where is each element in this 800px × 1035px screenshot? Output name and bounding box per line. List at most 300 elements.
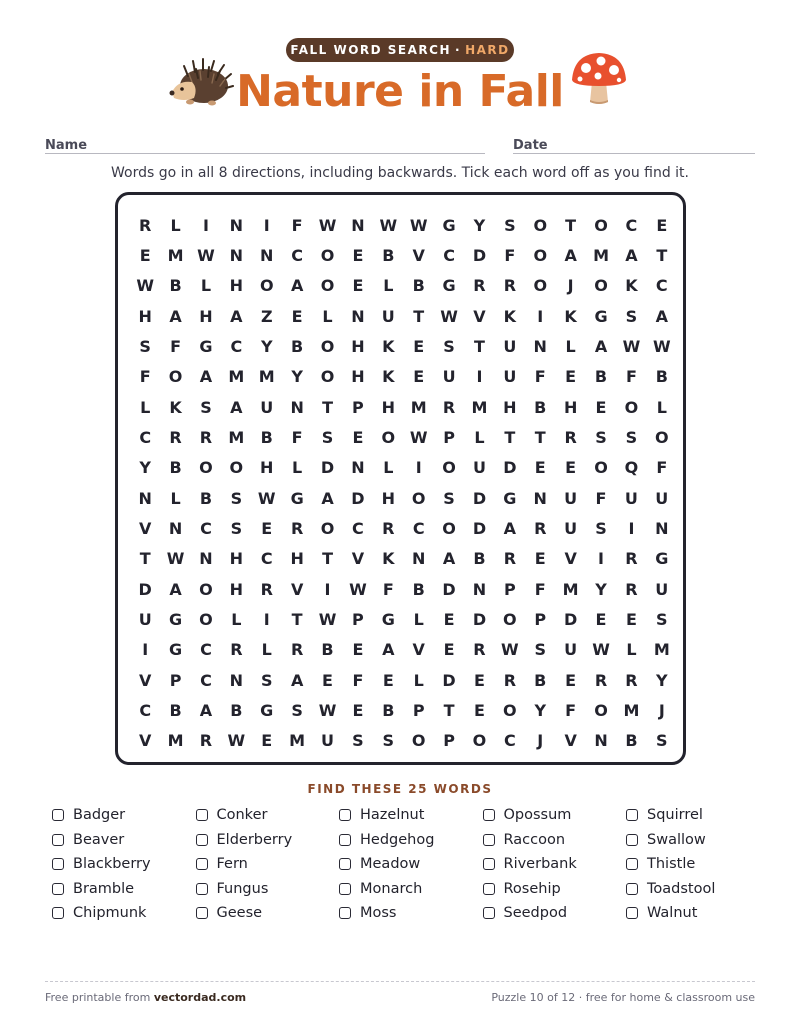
grid-letter[interactable]: F <box>504 246 516 266</box>
footer-brand-link[interactable]: vectordad.com <box>153 991 247 1004</box>
grid-letter[interactable]: N <box>594 731 608 751</box>
checkbox-icon[interactable] <box>483 907 495 919</box>
grid-letter[interactable]: M <box>623 701 640 721</box>
grid-letter[interactable]: O <box>320 519 335 539</box>
grid-letter[interactable]: C <box>200 519 212 539</box>
grid-letter[interactable]: I <box>598 549 604 569</box>
grid-letter[interactable]: H <box>351 337 365 357</box>
grid-letter[interactable]: W <box>409 428 428 448</box>
grid-letter[interactable]: S <box>443 337 455 357</box>
grid-letter[interactable]: B <box>169 458 182 478</box>
grid-letter[interactable]: O <box>442 458 456 478</box>
grid-letter[interactable]: B <box>291 337 304 357</box>
grid-letter[interactable]: S <box>504 215 516 235</box>
grid-letter[interactable]: E <box>656 215 668 235</box>
grid-letter[interactable]: W <box>318 701 337 721</box>
grid-letter[interactable]: I <box>142 640 149 660</box>
grid-letter[interactable]: A <box>230 397 243 417</box>
word-item[interactable] <box>52 877 192 902</box>
grid-letter[interactable]: U <box>564 519 578 539</box>
grid-letter[interactable]: R <box>473 276 486 296</box>
grid-letter[interactable]: L <box>261 640 272 660</box>
grid-letter[interactable]: E <box>443 640 455 660</box>
grid-letter[interactable]: S <box>352 731 364 751</box>
grid-letter[interactable]: M <box>289 731 306 751</box>
grid-letter[interactable]: N <box>351 215 365 235</box>
grid-letter[interactable]: F <box>534 579 546 599</box>
word-item[interactable] <box>483 901 623 926</box>
grid-letter[interactable]: L <box>231 610 242 630</box>
grid-letter[interactable]: R <box>503 670 517 690</box>
grid-letter[interactable]: C <box>139 701 152 721</box>
grid-letter[interactable]: N <box>290 397 304 417</box>
word-item[interactable] <box>196 803 336 828</box>
grid-letter[interactable]: V <box>412 246 425 266</box>
grid-letter[interactable]: U <box>138 610 152 630</box>
grid-letter[interactable]: D <box>472 246 487 266</box>
grid-letter[interactable]: C <box>291 246 303 266</box>
grid-letter[interactable]: R <box>230 640 243 660</box>
word-item[interactable] <box>626 828 766 853</box>
grid-letter[interactable]: T <box>322 397 333 417</box>
grid-letter[interactable]: R <box>260 579 273 599</box>
grid-letter[interactable]: R <box>625 549 638 569</box>
grid-letter[interactable]: O <box>503 701 517 721</box>
grid-letter[interactable]: D <box>442 579 456 599</box>
grid-letter[interactable]: A <box>321 488 334 508</box>
grid-letter[interactable]: D <box>442 670 456 690</box>
grid-letter[interactable]: B <box>655 367 668 387</box>
grid-letter[interactable]: B <box>169 701 182 721</box>
grid-letter[interactable]: B <box>260 428 273 448</box>
grid-letter[interactable]: R <box>139 215 152 235</box>
grid-letter[interactable]: E <box>595 397 607 417</box>
grid-letter[interactable]: T <box>474 337 485 357</box>
grid-letter[interactable]: Y <box>473 215 486 235</box>
grid-letter[interactable]: M <box>228 367 245 387</box>
grid-letter[interactable]: W <box>227 731 246 751</box>
grid-letter[interactable]: L <box>474 428 485 448</box>
grid-letter[interactable]: T <box>291 610 303 630</box>
grid-letter[interactable]: S <box>321 428 334 448</box>
grid-letter[interactable]: E <box>139 246 151 266</box>
grid-letter[interactable]: N <box>260 246 274 266</box>
grid-letter[interactable]: U <box>564 640 578 660</box>
grid-letter[interactable]: R <box>564 428 577 448</box>
grid-letter[interactable]: N <box>533 488 547 508</box>
checkbox-icon[interactable] <box>626 858 638 870</box>
grid-letter[interactable]: R <box>534 519 547 539</box>
checkbox-icon[interactable] <box>52 809 64 821</box>
grid-letter[interactable]: G <box>442 215 456 235</box>
grid-letter[interactable]: T <box>565 215 577 235</box>
grid-letter[interactable]: O <box>199 610 213 630</box>
grid-letter[interactable]: P <box>443 428 455 448</box>
grid-letter[interactable]: K <box>382 337 395 357</box>
grid-letter[interactable]: R <box>473 640 486 660</box>
grid-letter[interactable]: B <box>321 640 334 660</box>
grid-letter[interactable]: D <box>472 488 487 508</box>
grid-letter[interactable]: A <box>290 276 304 296</box>
grid-letter[interactable]: D <box>351 488 365 508</box>
grid-letter[interactable]: W <box>136 276 155 296</box>
grid-letter[interactable]: E <box>413 367 425 387</box>
name-field[interactable] <box>45 134 485 154</box>
grid-letter[interactable]: H <box>503 397 517 417</box>
checkbox-icon[interactable] <box>483 858 495 870</box>
grid-letter[interactable]: Y <box>595 579 607 599</box>
grid-letter[interactable]: C <box>443 246 455 266</box>
grid-letter[interactable]: M <box>258 367 275 387</box>
grid-letter[interactable]: B <box>199 488 213 508</box>
grid-letter[interactable]: S <box>260 670 273 690</box>
grid-letter[interactable]: E <box>261 519 273 539</box>
grid-letter[interactable]: T <box>504 428 516 448</box>
grid-letter[interactable]: C <box>139 428 152 448</box>
word-item[interactable] <box>483 852 623 877</box>
grid-letter[interactable]: D <box>563 610 578 630</box>
grid-letter[interactable]: N <box>229 215 244 235</box>
grid-letter[interactable]: E <box>534 458 546 478</box>
grid-letter[interactable]: R <box>594 670 608 690</box>
grid-letter[interactable]: O <box>442 519 456 539</box>
grid-letter[interactable]: A <box>382 640 395 660</box>
word-item[interactable] <box>483 828 623 853</box>
grid-letter[interactable]: M <box>167 246 184 266</box>
checkbox-icon[interactable] <box>196 809 208 821</box>
grid-letter[interactable]: V <box>412 640 425 660</box>
checkbox-icon[interactable] <box>196 834 208 846</box>
grid-letter[interactable]: A <box>290 670 304 690</box>
grid-letter[interactable]: G <box>381 610 395 630</box>
grid-letter[interactable]: S <box>656 731 668 751</box>
grid-letter[interactable]: E <box>443 610 455 630</box>
grid-letter[interactable]: G <box>199 337 213 357</box>
grid-letter[interactable]: N <box>168 519 183 539</box>
grid-letter[interactable]: V <box>139 731 152 751</box>
grid-letter[interactable]: O <box>655 428 669 448</box>
grid-letter[interactable]: V <box>290 579 304 599</box>
checkbox-icon[interactable] <box>196 883 208 895</box>
grid-letter[interactable]: A <box>230 306 243 326</box>
grid-letter[interactable]: U <box>503 367 517 387</box>
grid-letter[interactable]: U <box>442 367 456 387</box>
grid-letter[interactable]: U <box>321 731 335 751</box>
grid-letter[interactable]: I <box>476 367 483 387</box>
checkbox-icon[interactable] <box>483 809 495 821</box>
grid-letter[interactable]: D <box>320 458 335 478</box>
grid-letter[interactable]: O <box>320 337 335 357</box>
grid-letter[interactable]: W <box>318 610 337 630</box>
word-item[interactable] <box>52 852 192 877</box>
grid-letter[interactable]: S <box>534 640 546 660</box>
grid-letter[interactable]: V <box>564 731 577 751</box>
grid-letter[interactable]: O <box>168 367 183 387</box>
grid-letter[interactable]: O <box>199 458 213 478</box>
grid-letter[interactable]: K <box>382 367 395 387</box>
grid-letter[interactable]: N <box>655 519 669 539</box>
grid-letter[interactable]: V <box>564 549 577 569</box>
grid-letter[interactable]: P <box>412 701 425 721</box>
grid-letter[interactable]: W <box>379 215 398 235</box>
checkbox-icon[interactable] <box>339 883 351 895</box>
grid-letter[interactable]: C <box>352 519 364 539</box>
grid-letter[interactable]: G <box>442 276 456 296</box>
grid-letter[interactable]: F <box>565 701 577 721</box>
checkbox-icon[interactable] <box>626 883 638 895</box>
checkbox-icon[interactable] <box>626 809 638 821</box>
grid-letter[interactable]: I <box>263 215 270 235</box>
grid-letter[interactable]: F <box>625 367 637 387</box>
grid-letter[interactable]: K <box>503 306 517 326</box>
grid-letter[interactable]: E <box>352 640 364 660</box>
grid-letter[interactable]: L <box>170 488 181 508</box>
grid-letter[interactable]: C <box>625 215 638 235</box>
grid-letter[interactable]: S <box>595 428 607 448</box>
grid-letter[interactable]: I <box>415 458 422 478</box>
grid-letter[interactable]: M <box>228 428 245 448</box>
grid-letter[interactable]: O <box>229 458 244 478</box>
grid-letter[interactable]: R <box>169 428 182 448</box>
grid-letter[interactable]: L <box>140 397 151 417</box>
grid-letter[interactable]: H <box>381 488 395 508</box>
grid-letter[interactable]: S <box>595 519 607 539</box>
grid-letter[interactable]: U <box>564 488 578 508</box>
grid-letter[interactable]: H <box>260 458 274 478</box>
grid-letter[interactable]: W <box>622 337 641 357</box>
grid-letter[interactable]: S <box>443 488 455 508</box>
grid-letter[interactable]: W <box>318 215 337 235</box>
grid-letter[interactable]: E <box>352 701 364 721</box>
checkbox-icon[interactable] <box>196 907 208 919</box>
grid-letter[interactable]: Y <box>656 670 668 690</box>
grid-letter[interactable]: T <box>534 428 546 448</box>
grid-letter[interactable]: O <box>411 731 426 751</box>
word-item[interactable] <box>339 901 479 926</box>
grid-letter[interactable]: H <box>381 397 395 417</box>
grid-letter[interactable]: T <box>443 701 455 721</box>
grid-letter[interactable]: L <box>322 306 333 326</box>
grid-letter[interactable]: E <box>322 670 333 690</box>
grid-letter[interactable]: I <box>628 519 635 539</box>
word-item[interactable] <box>52 901 192 926</box>
grid-letter[interactable]: I <box>263 610 270 630</box>
date-field[interactable] <box>513 134 755 154</box>
grid-letter[interactable]: C <box>260 549 273 569</box>
grid-letter[interactable]: F <box>291 428 303 448</box>
grid-letter[interactable]: O <box>594 701 608 721</box>
grid-letter[interactable]: W <box>440 306 458 326</box>
word-item[interactable] <box>196 828 336 853</box>
checkbox-icon[interactable] <box>339 858 351 870</box>
grid-letter[interactable]: Q <box>624 458 639 478</box>
word-item[interactable] <box>52 803 192 828</box>
word-item[interactable] <box>196 901 336 926</box>
grid-letter[interactable]: D <box>472 610 487 630</box>
grid-letter[interactable]: E <box>534 549 546 569</box>
grid-letter[interactable]: N <box>533 337 547 357</box>
grid-letter[interactable]: F <box>291 215 303 235</box>
checkbox-icon[interactable] <box>483 834 495 846</box>
word-item[interactable] <box>339 852 479 877</box>
grid-letter[interactable]: M <box>410 397 427 417</box>
grid-letter[interactable]: O <box>594 215 608 235</box>
grid-letter[interactable]: B <box>534 670 547 690</box>
grid-letter[interactable]: L <box>565 337 576 357</box>
grid-letter[interactable]: H <box>290 549 304 569</box>
grid-letter[interactable]: T <box>322 549 333 569</box>
grid-letter[interactable]: O <box>381 428 396 448</box>
grid-letter[interactable]: H <box>229 579 244 599</box>
grid-letter[interactable]: O <box>320 246 335 266</box>
word-item[interactable] <box>339 803 479 828</box>
checkbox-icon[interactable] <box>196 858 208 870</box>
grid-letter[interactable]: E <box>565 367 577 387</box>
grid-letter[interactable]: F <box>170 337 182 357</box>
grid-letter[interactable]: S <box>230 519 243 539</box>
grid-letter[interactable]: W <box>409 215 428 235</box>
grid-letter[interactable]: J <box>567 276 574 296</box>
checkbox-icon[interactable] <box>52 883 64 895</box>
grid-letter[interactable]: N <box>472 579 487 599</box>
grid-letter[interactable]: C <box>230 337 243 357</box>
grid-letter[interactable]: O <box>320 276 335 296</box>
grid-letter[interactable]: H <box>563 397 578 417</box>
grid-letter[interactable]: A <box>199 701 213 721</box>
grid-letter[interactable]: L <box>170 215 181 235</box>
grid-letter[interactable]: H <box>229 549 244 569</box>
grid-letter[interactable]: G <box>169 640 183 660</box>
grid-letter[interactable]: O <box>320 367 335 387</box>
grid-letter[interactable]: P <box>352 397 364 417</box>
word-item[interactable] <box>483 803 623 828</box>
grid-letter[interactable]: T <box>656 246 668 266</box>
grid-letter[interactable]: L <box>383 458 394 478</box>
grid-letter[interactable]: C <box>412 519 425 539</box>
grid-letter[interactable]: G <box>169 610 183 630</box>
grid-letter[interactable]: J <box>537 731 544 751</box>
grid-letter[interactable]: A <box>655 306 668 326</box>
grid-letter[interactable]: E <box>625 610 637 630</box>
grid-letter[interactable]: L <box>200 276 212 296</box>
grid-letter[interactable]: R <box>199 428 213 448</box>
grid-letter[interactable]: R <box>503 276 517 296</box>
grid-letter[interactable]: E <box>352 246 364 266</box>
grid-letter[interactable]: U <box>655 488 669 508</box>
grid-letter[interactable]: A <box>625 246 638 266</box>
grid-letter[interactable]: F <box>139 367 151 387</box>
grid-letter[interactable]: A <box>169 579 182 599</box>
grid-letter[interactable]: T <box>413 306 425 326</box>
grid-letter[interactable]: B <box>625 731 638 751</box>
grid-letter[interactable]: G <box>655 549 669 569</box>
grid-letter[interactable]: O <box>472 731 487 751</box>
grid-letter[interactable]: I <box>324 579 331 599</box>
grid-letter[interactable]: D <box>503 458 517 478</box>
grid-letter[interactable]: N <box>229 246 244 266</box>
grid-letter[interactable]: B <box>382 246 395 266</box>
grid-letter[interactable]: B <box>534 397 547 417</box>
grid-letter[interactable]: R <box>199 731 213 751</box>
grid-letter[interactable]: S <box>625 306 638 326</box>
grid-letter[interactable]: Y <box>291 367 303 387</box>
grid-letter[interactable]: B <box>230 701 243 721</box>
grid-letter[interactable]: S <box>656 610 668 630</box>
grid-letter[interactable]: R <box>290 640 304 660</box>
word-item[interactable] <box>339 877 479 902</box>
grid-letter[interactable]: U <box>260 397 274 417</box>
grid-letter[interactable]: O <box>533 276 548 296</box>
grid-letter[interactable]: V <box>139 519 152 539</box>
grid-letter[interactable]: E <box>291 306 303 326</box>
grid-letter[interactable]: C <box>200 670 212 690</box>
word-item[interactable] <box>339 828 479 853</box>
grid-letter[interactable]: A <box>442 549 456 569</box>
grid-letter[interactable]: R <box>503 549 517 569</box>
grid-letter[interactable]: A <box>169 306 182 326</box>
grid-letter[interactable]: Y <box>260 337 273 357</box>
grid-letter[interactable]: R <box>442 397 456 417</box>
grid-letter[interactable]: N <box>351 306 365 326</box>
grid-letter[interactable]: K <box>564 306 577 326</box>
grid-letter[interactable]: C <box>503 731 516 751</box>
grid-letter[interactable]: W <box>652 337 671 357</box>
grid-letter[interactable]: O <box>259 276 274 296</box>
grid-letter[interactable]: Z <box>260 306 273 326</box>
grid-letter[interactable]: I <box>202 215 209 235</box>
grid-letter[interactable]: U <box>472 458 486 478</box>
grid-letter[interactable]: M <box>471 397 488 417</box>
grid-letter[interactable]: B <box>169 276 182 296</box>
grid-letter[interactable]: E <box>352 276 364 296</box>
grid-letter[interactable]: L <box>413 670 424 690</box>
grid-letter[interactable]: M <box>167 731 184 751</box>
grid-letter[interactable]: H <box>138 306 152 326</box>
grid-letter[interactable]: L <box>656 397 667 417</box>
grid-letter[interactable]: W <box>349 579 367 599</box>
grid-letter[interactable]: R <box>382 519 395 539</box>
grid-letter[interactable]: A <box>199 367 213 387</box>
grid-letter[interactable]: F <box>352 670 364 690</box>
grid-letter[interactable]: G <box>503 488 517 508</box>
grid-letter[interactable]: Y <box>534 701 547 721</box>
grid-letter[interactable]: O <box>411 488 426 508</box>
grid-letter[interactable]: U <box>624 488 638 508</box>
grid-letter[interactable]: S <box>625 428 638 448</box>
grid-letter[interactable]: I <box>537 306 544 326</box>
grid-letter[interactable]: P <box>503 579 516 599</box>
grid-letter[interactable]: S <box>382 731 395 751</box>
grid-letter[interactable]: V <box>351 549 365 569</box>
grid-letter[interactable]: N <box>229 670 244 690</box>
grid-letter[interactable]: W <box>166 549 185 569</box>
grid-letter[interactable]: B <box>382 701 395 721</box>
grid-letter[interactable]: G <box>260 701 274 721</box>
grid-letter[interactable]: E <box>473 701 485 721</box>
grid-letter[interactable]: E <box>595 610 607 630</box>
word-item[interactable] <box>626 803 766 828</box>
checkbox-icon[interactable] <box>339 809 351 821</box>
grid-letter[interactable]: W <box>257 488 276 508</box>
grid-letter[interactable]: N <box>138 488 152 508</box>
grid-letter[interactable]: O <box>594 276 608 296</box>
grid-letter[interactable]: O <box>533 215 548 235</box>
grid-letter[interactable]: G <box>594 306 608 326</box>
grid-letter[interactable]: O <box>533 246 548 266</box>
grid-letter[interactable]: O <box>594 458 608 478</box>
grid-letter[interactable]: P <box>352 610 364 630</box>
word-item[interactable] <box>626 852 766 877</box>
